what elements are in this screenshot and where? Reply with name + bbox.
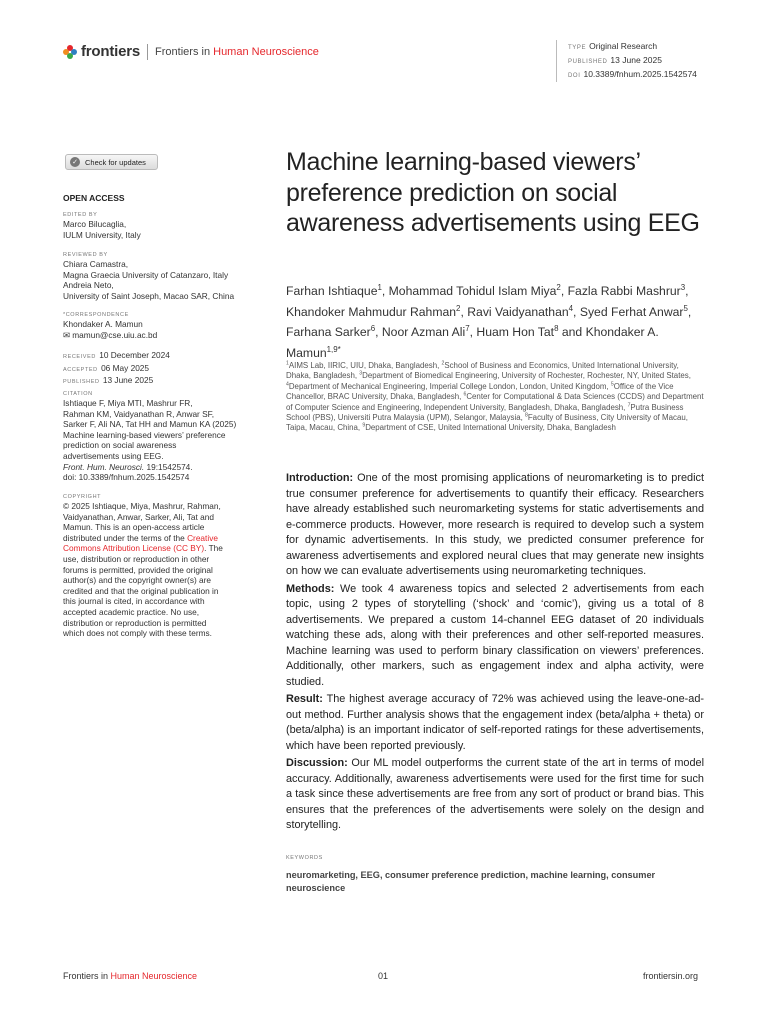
mail-icon: ✉ xyxy=(63,329,73,340)
author[interactable]: Noor Azman Ali$^7$ xyxy=(381,324,470,340)
author[interactable]: Huam Hon Tat$^8$ xyxy=(476,324,559,340)
correspondence-email[interactable]: ✉ mamun@cse.uiu.ac.bd xyxy=(63,329,158,340)
logo-divider xyxy=(147,44,148,60)
abstract-discussion: Discussion: Our ML model outperforms the current state of the art in terms of model accuracy. Additionally, awareness advertisements were used for the first time for such a task since these advertisements are free from any sort of product or brand bias. This ensures that the preferences of the advertisements were solely on the design and storytelling. xyxy=(286,757,704,831)
footer-journal[interactable]: Frontiers in Human Neuroscience xyxy=(63,971,198,981)
check-for-updates-button[interactable]: ✓ Check for updates xyxy=(65,154,158,170)
copyright: COPYRIGHT © 2025 Ishtiaque, Miya, Mashrur, Rahman, Vaidyanathan, Anwar, Sarker, Ali, Tat and Mamun. This is an open-access article distributed under the terms of the Creative Commons Attribution License (CC BY). The use, distribution or reproduction in other forums is permitted, provided the original author(s) and the copyright owner(s) are credited and that the original publication in this journal is cited, in accordance with accepted academic practice. No use, distribution or reproduction is permitted which does not comply with these terms. xyxy=(63,494,223,639)
article-meta: TYPE Original Research PUBLISHED 13 June 2025 DOI 10.3389/fnhum.2025.1542574 xyxy=(556,40,697,82)
keywords-label: KEYWORDS xyxy=(286,855,323,861)
keywords: neuromarketing, EEG, consumer preference prediction, machine learning, consumer neuroscience xyxy=(286,870,656,893)
correspondence: *CORRESPONDENCE Khondaker A. Mamun ✉ mamun@cse.uiu.ac.bd xyxy=(63,312,253,340)
footer-site-link[interactable]: frontiersin.org xyxy=(643,971,699,981)
reviewed-by: REVIEWED BY Chiara Camastra, Magna Graecia University of Catanzaro, Italy Andreia Neto, University of Saint Joseph, Macao SAR, China xyxy=(63,252,235,301)
frontiers-logo[interactable] xyxy=(63,43,319,60)
check-updates-icon: ✓ xyxy=(70,157,80,167)
affiliations: $^1$AIMS Lab, IIRIC, UIU, Dhaka, Bangladesh, $^2$School of Business and Economics, United International University, Dhaka, Bangladesh, $^3$Department of Biomedical Engineering, University of Rochester, Rochester, NY, United States, $^4$Department of Mechanical Engineering, Imperial College London, London, United Kingdom, $^5$Office of the Vice Chancellor, BRAC University, Dhaka, Bangladesh, $^6$Center for Computational & Data Sciences (CCDS) and Department of Computer Science and Engineering, Independent University, Bangladesh, Dhaka, Bangladesh, $^7$Putra Business School (PBS), Universiti Putra Malaysia (UPM), Selangor, Malaysia, $^8$Faculty of Business, City University of Macau, Taipa, Macau, China, $^9$Department of CSE, United International University, Dhaka, Bangladesh xyxy=(286,360,704,433)
cc-license-link-2[interactable]: Commons Attribution License (CC BY) xyxy=(63,543,205,554)
abstract-result: Result: The highest average accuracy of 72% was achieved using the leave-one-ad-out method. Further analysis shows that the engagement index (beta/alpha + theta) or (beta/alpha) is an important indicator of self-reported ratings for these advertisements, which have been reported previously. xyxy=(286,693,704,752)
author[interactable]: Farhan Ishtiaque$^1$ xyxy=(286,282,382,298)
abstract-methods: Methods: We took 4 awareness topics and selected 2 advertisements from each topic, using 2 types of storytelling (‘shock’ and ‘comic’), giving us a total of 8 advertisements. We prepared a custom 14-channel EEG dataset of 20 individuals watching these ads, along with their preferences and other self-reported measures. Machine learning was used to perform binary classification on viewers’ preferences. Additionally, other markers, such as engagement index and alpha activity, were studied. xyxy=(286,582,704,688)
page-number: 01 xyxy=(378,971,389,981)
author[interactable]: Ravi Vaidyanathan$^4$ xyxy=(467,303,574,319)
abstract-introduction: Introduction: One of the most promising applications of neuromarketing is to predict true consumer preference for advertisements to quantify their efficacy. Researchers have already established such neuromarketing systems for static advertisements and e-commerce products. However, more research is required to develop such a system for dynamic advertisements. In this study, we predicted consumer preference for awareness advertisements and explored neural clues that may generate new insights on how we can evaluate advertisements using neuromarketing techniques. xyxy=(286,472,704,577)
article-title: Machine learning-based viewers’ preference prediction on social awareness advertisements using EEG xyxy=(286,148,700,237)
article-dates: RECEIVED 10 December 2024 ACCEPTED 06 May 2025 PUBLISHED 13 June 2025 xyxy=(63,350,170,386)
citation: CITATION Ishtiaque F, Miya MTI, Mashrur FR, Rahman KM, Vaidyanathan R, Anwar SF, Sarker F, Ali NA, Tat HH and Mamun KA (2025) Machine learning-based viewers’ preference prediction on social awareness advertisements using EEG. Front. Hum. Neurosci. 19:1542574. doi: 10.3389/fnhum.2025.1542574 xyxy=(63,391,253,483)
author[interactable]: Syed Ferhat Anwar$^5$ xyxy=(579,303,688,319)
author-list: Farhan Ishtiaque$^1$, Mohammad Tohidul Islam Miya$^2$, Fazla Rabbi Mashrur$^3$, Khandoker Mahmudur Rahman$^2$, Ravi Vaidyanathan$^4$, Syed Ferhat Anwar$^5$, Farhana Sarker$^6$, Noor Azman Ali$^7$, Huam Hon Tat$^8$ and Khondaker A. Mamun$^{1,9*}$ xyxy=(286,282,692,360)
author[interactable]: Fazla Rabbi Mashrur$^3$ xyxy=(567,282,686,298)
doi-link[interactable]: DOI 10.3389/fnhum.2025.1542574 xyxy=(568,69,697,79)
cc-license-link[interactable]: Creative xyxy=(187,532,218,543)
frontiers-logo-icon xyxy=(63,45,77,59)
citation-doi[interactable]: doi: 10.3389/fnhum.2025.1542574 xyxy=(63,472,190,483)
author[interactable]: Mohammad Tohidul Islam Miya$^2$ xyxy=(388,282,561,298)
author[interactable]: Khondaker A. Mamun$^{1,9*}$ xyxy=(286,325,659,360)
journal-name[interactable]: Frontiers in Human Neuroscience xyxy=(155,45,319,58)
edited-by: EDITED BY Marco Bilucaglia, IULM University, Italy xyxy=(63,212,141,240)
logo-text: frontiers xyxy=(81,43,141,60)
abstract xyxy=(286,471,704,836)
author[interactable]: Khandoker Mahmudur Rahman$^2$ xyxy=(286,303,461,319)
open-access-label: OPEN ACCESS xyxy=(63,193,125,203)
author[interactable]: Farhana Sarker$^6$ xyxy=(286,324,376,340)
